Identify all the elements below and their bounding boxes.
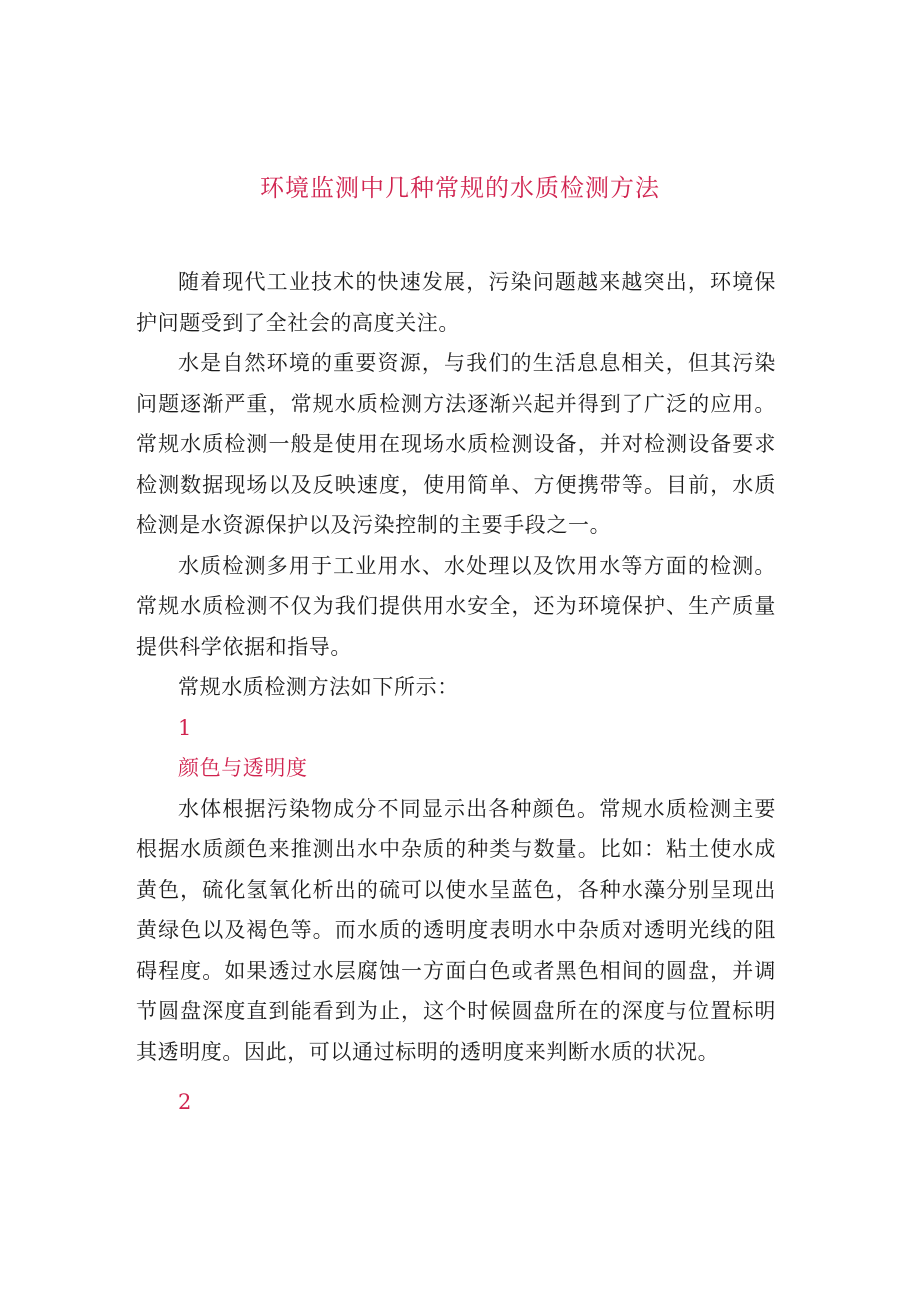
section-1-text: 水体根据污染物成分不同显示出各种颜色。常规水质检测主要根据水质颜色来推测出水中杂质的种类与数量。比如：粘土使水成黄色，硫化氢氧化析出的硫可以使水呈蓝色，各种水藻分别呈现出黄绿色以及褐色等。而水质的透明度表明水中杂质对透明光线的阻碍程度。如果透过水层腐蚀一方面白色或者黑色相间的圆盘，并调节圆盘深度直到能看到为止，这个时候圆盘所在的深度与位置标明其透明度。因此，可以通过标明的透明度来判断水质的状况。 [136, 796, 776, 1064]
document-title: 环境监测中几种常规的水质检测方法 [260, 174, 660, 202]
section-1-heading: 颜色与透明度 [178, 756, 308, 780]
paragraph-intro: 随着现代工业技术的快速发展，污染问题越来越突出，环境保护问题受到了全社会的高度关注。 [136, 270, 776, 335]
section-2-number: 2 [178, 1090, 192, 1114]
paragraph-usage: 水质检测多用于工业用水、水处理以及饮用水等方面的检测。常规水质检测不仅为我们提供用水安全，还为环境保护、生产质量提供科学依据和指导。 [136, 553, 776, 659]
paragraph-methods-intro: 常规水质检测方法如下所示： [178, 675, 459, 699]
paragraph-water-resource: 水是自然环境的重要资源，与我们的生活息息相关，但其污染问题逐渐严重，常规水质检测方法逐渐兴起并得到了广泛的应用。常规水质检测一般是使用在现场水质检测设备，并对检测设备要求检测数据现场以及反映速度，使用简单、方便携带等。目前，水质检测是水资源保护以及污染控制的主要手段之一。 [136, 351, 776, 537]
section-1-number: 1 [178, 715, 192, 740]
document-body [136, 262, 776, 1123]
